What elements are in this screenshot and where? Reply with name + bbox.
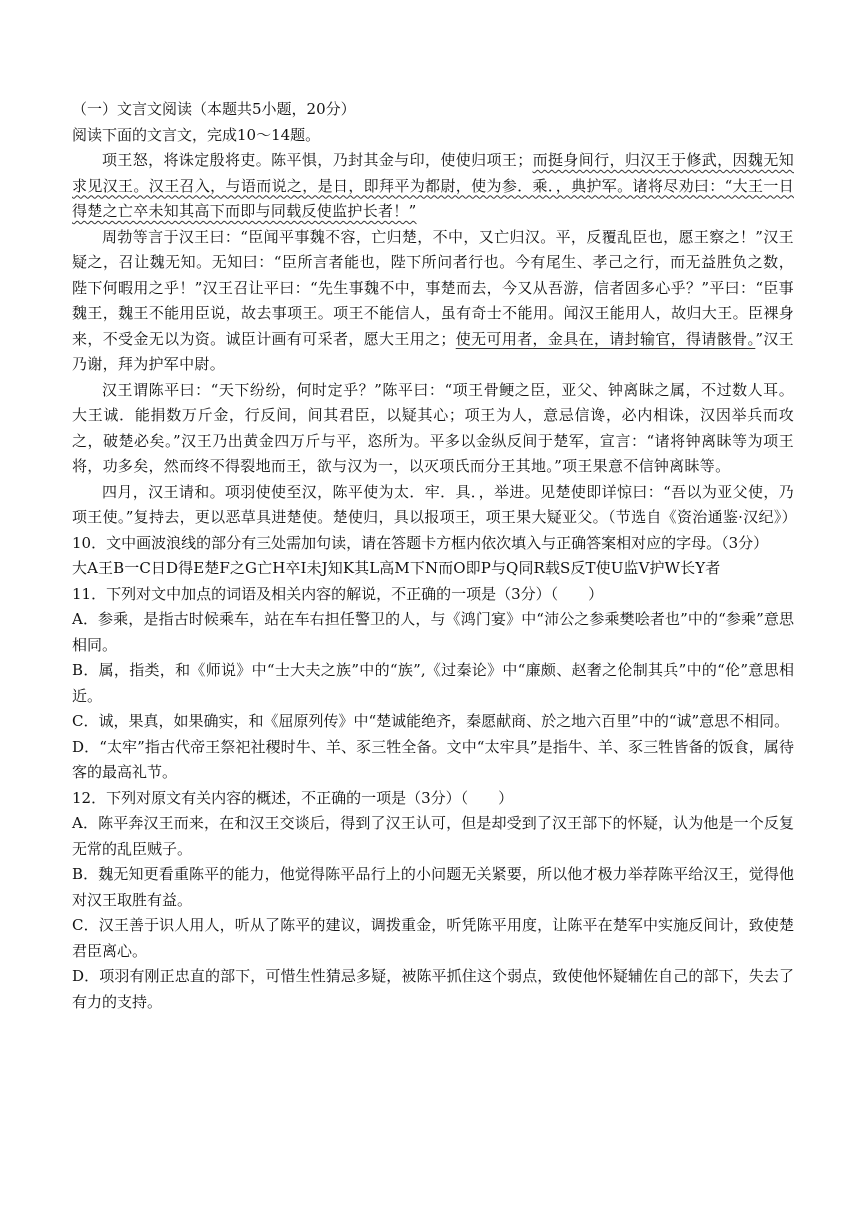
- question-11-option-b: B．属，指类，和《师说》中“士大夫之族”中的“族”,《过秦论》中“廉颇、赵奢之伦制其兵”中的“伦”意思相近。: [72, 661, 794, 705]
- question-11-option-c: C．诚，果真，如果确实，和《屈原列传》中“楚诚能绝齐，秦愿献商、於之地六百里”中的“诚”意思不相同。: [72, 712, 790, 730]
- question-10-letters: 大A王B一C日D得E楚F之G亡H卒I未J知K其L高M下N而O即P与Q同R载S反T使U监V护W长Y者: [72, 559, 721, 577]
- passage: [72, 148, 797, 531]
- question-11: [72, 582, 794, 786]
- question-12-stem: 12．下列对原文有关内容的概述，不正确的一项是（3分）（ ）: [72, 788, 514, 807]
- question-11-option-d: D．“太牢”指古代帝王祭祀社稷时牛、羊、豕三牲全备。文中“太牢具”是指牛、羊、豕三牲皆备的饭食，属待客的最高礼节。: [72, 737, 794, 781]
- passage-paragraph-3: 汉王谓陈平曰：“天下纷纷，何时定乎？”陈平曰：“项王骨鲠之臣，亚父、钟离眛之属，不过数人耳。大王诚．能捐数万斤金，行反间，间其君臣，以疑其心；项王为人，意忌信谗，必内相诛，汉因举兵而攻之，破楚必矣。”汉王乃出黄金四万斤与平，恣所为。平多以金纵反间于楚军，宣言：“诸将钟离眛等为项王将，功多矣，然而终不得裂地而王，欲与汉为一，以灭项氏而分王其地。”项王果意不信钟离眛等。: [72, 380, 794, 475]
- underlined-text: 使无可用者，金具在，请封输官，得请骸骨。: [455, 329, 756, 348]
- passage-p2-tail: ”汉王乃谢，拜为护军中尉。: [72, 329, 794, 373]
- question-10-stem: 10．文中画波浪线的部分有三处需加句读，请在答题卡方框内依次填入与正确答案相对应的字母。（3分）: [72, 533, 769, 552]
- instruction: 阅读下面的文言文，完成10～14题。: [72, 126, 321, 144]
- passage-paragraph-4: 四月，汉王请和。项羽使使至汉，陈平使为太．牢．具．，举进。见楚使即详惊曰：“吾以为亚父使，乃项王使。”复持去，更以恶草具进楚使。楚使归，具以报项王，项王果大疑亚父。（节选自《资治通鉴·汉纪》）: [72, 482, 797, 526]
- question-11-option-a: A．参乘，是指古时候乘车，站在车右担任警卫的人，与《鸿门宴》中“沛公之参乘樊哙者也”中的“参乘”意思相同。: [72, 610, 794, 654]
- question-12-option-b: B．魏无知更看重陈平的能力，他觉得陈平品行上的小问题无关紧要，所以他才极力举荐陈平给汉王，觉得他对汉王取胜有益。: [72, 865, 794, 909]
- document-page: [72, 96, 797, 1015]
- question-12-option-d: D．项羽有刚正忠直的部下，可惜生性猜忌多疑，被陈平抓住这个弱点，致使他怀疑辅佐自己的部下，失去了有力的支持。: [72, 967, 794, 1011]
- wavy-underlined-text: 而挺身间行，归汉王于修武，因魏无知求见汉王。汉王召入，与语而说之，是日，即拜平为都尉，使为参．乘．，典护军。诸将尽劝曰：“大王一日得楚之亡卒未知其高下而即与同载反使监护长者！”: [72, 151, 794, 220]
- question-12: [72, 786, 794, 1016]
- passage-paragraph-2: [72, 225, 794, 378]
- question-12-option-a: A．陈平奔汉王而来，在和汉王交谈后，得到了汉王认可，但是却受到了汉王部下的怀疑，认为他是一个反复无常的乱臣贼子。: [72, 814, 794, 858]
- passage-p2-text: 周勃等言于汉王曰：“臣闻平事魏不容，亡归楚，不中，又亡归汉。平，反覆乱臣也，愿王察之！”汉王疑之，召让魏无知。无知曰：“臣所言者能也，陛下所问者行也。今有尾生、孝己之行，而无益胜负之数，陛下何暇用之乎！”汉王召让平曰：“先生事魏不中，事楚而去，今又从吾游，信者固多心乎？”平曰：“臣事魏王，魏王不能用臣说，故去事项王。项王不能信人，虽有奇士不能用。闻汉王能用人，故归大王。臣裸身来，不受金无以为资。诚臣计画有可采者，愿大王用之；: [72, 227, 794, 348]
- question-12-option-c: C．汉王善于识人用人，听从了陈平的建议，调拨重金，听凭陈平用度，让陈平在楚军中实施反间计，致使楚君臣离心。: [72, 916, 794, 960]
- question-11-stem: 11．下列对文中加点的词语及相关内容的解说，不正确的一项是（3分）（ ）: [72, 584, 604, 603]
- passage-p1-text: 项王怒，将诛定殷将吏。陈平惧，乃封其金与印，使使归项王；: [102, 151, 533, 169]
- section-title: （一）文言文阅读（本题共5小题，20分）: [72, 100, 356, 118]
- passage-paragraph-1: [72, 148, 794, 225]
- question-10: [72, 531, 794, 582]
